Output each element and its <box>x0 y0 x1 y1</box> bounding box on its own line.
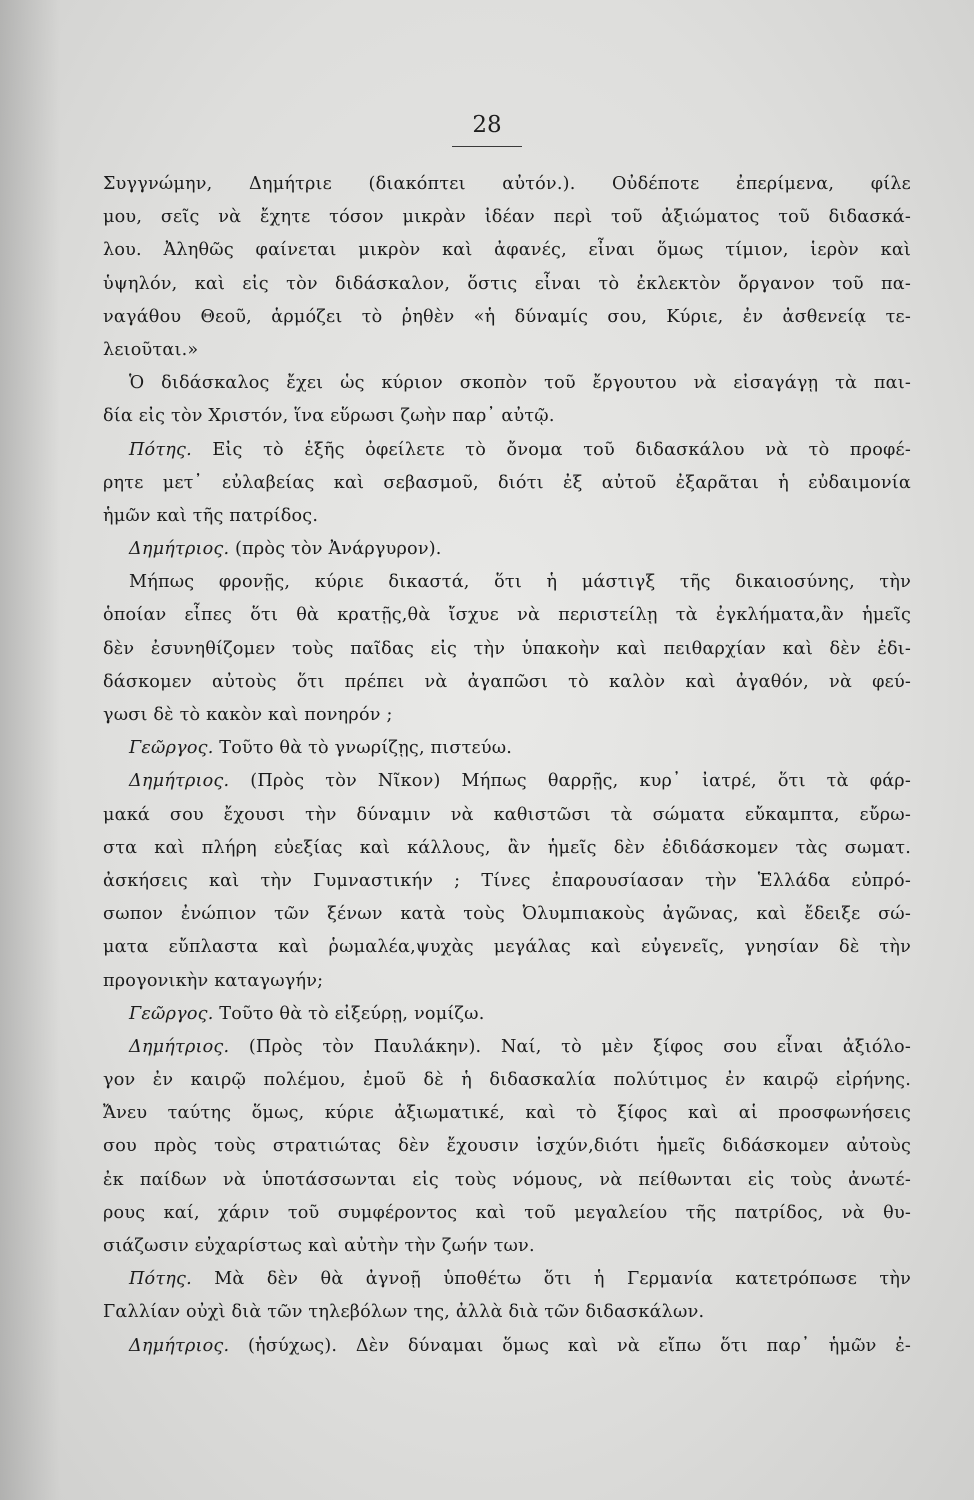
text-line: Γεῶργος. Τοῦτο θὰ τὸ εἰξεύρῃ, νομίζω. <box>129 1003 485 1024</box>
text-line: δὲν ἐσυνηθίζομεν τοὺς παῖδας εἰς τὴν ὑπακοὴν καὶ πειθαρχίαν καὶ δὲν ἐδι- <box>103 638 911 659</box>
text-line: Συγγνώμην, Δημήτριε (διακόπτει αὐτόν.). Οὐδέποτε ἐπερίμενα, φίλε <box>103 174 911 194</box>
speaker-name: Δημήτριος. <box>129 771 230 792</box>
gutter-shadow <box>0 0 60 1500</box>
text-line: Γεῶργος. Τοῦτο θὰ τὸ γνωρίζῃς, πιστεύω. <box>129 738 513 759</box>
text-line: Πότης. Εἰς τὸ ἑξῆς ὀφείλετε τὸ ὄνομα τοῦ διδασκάλου νὰ τὸ προφέ- <box>129 439 911 460</box>
speaker-name: Δημήτριος. <box>129 1335 230 1356</box>
text-line: Δημήτριος. (ἡσύχως). Δὲν δύναμαι ὅμως καὶ νὰ εἴπω ὅτι παρ᾽ ἡμῶν ἐ- <box>129 1335 911 1356</box>
speaker-name: Δημήτριος. <box>129 1036 230 1057</box>
text-line: Ὁ διδάσκαλος ἔχει ὡς κύριον σκοπὸν τοῦ ἔργουτου νὰ εἰσαγάγῃ τὰ παι- <box>129 373 911 394</box>
text-line: ναγάθου Θεοῦ, ἁρμόζει τὸ ῥηθὲν «ἡ δύναμίς σου, Κύριε, ἐν ἀσθενείᾳ τε- <box>103 306 911 327</box>
text-line: ρους καί, χάριν τοῦ συμφέροντος καὶ τοῦ μεγαλείου τῆς πατρίδος, νὰ θυ- <box>103 1202 911 1223</box>
text-line: δάσκομεν αὐτοὺς ὅτι πρέπει νὰ ἀγαπῶσι τὸ καλὸν καὶ ἀγαθόν, νὰ φεύ- <box>103 671 911 692</box>
page-number: 28 <box>472 112 502 138</box>
text-line: ματα εὔπλαστα καὶ ῥωμαλέα,ψυχὰς μεγάλας καὶ εὐγενεῖς, γνησίαν δὲ τὴν <box>103 937 911 958</box>
text-line: μου, σεῖς νὰ ἔχητε τόσον μικρὰν ἰδέαν περὶ τοῦ ἀξιώματος τοῦ διδασκά- <box>103 207 911 228</box>
text-line: μακά σου ἔχουσι τὴν δύναμιν νὰ καθιστῶσι τὰ σώματα εὔκαμπτα, εὔρω- <box>103 804 911 825</box>
text-line: ἀσκήσεις καὶ τὴν Γυμναστικήν ; Τίνες ἐπαρουσίασαν τὴν Ἑλλάδα εὐπρό- <box>103 870 911 891</box>
text-line: σιάζωσιν εὐχαρίστως καὶ αὐτὴν τὴν ζωήν των. <box>103 1236 535 1256</box>
text-line: Πότης. Μὰ δὲν θὰ ἀγνοῇ ὑποθέτω ὅτι ἡ Γερμανία κατετρόπωσε τὴν <box>129 1269 911 1290</box>
speaker-name: Γεῶργος. <box>129 738 214 759</box>
text-line: ρητε μετ᾽ εὐλαβείας καὶ σεβασμοῦ, διότι ἐξ αὐτοῦ ἐξαρᾶται ἡ εὐδαιμονία <box>103 472 911 493</box>
speaker-name: Πότης. <box>129 1269 192 1290</box>
text-line: Μήπως φρονῇς, κύριε δικαστά, ὅτι ἡ μάστιγξ τῆς δικαιοσύνης, τὴν <box>129 572 911 593</box>
text-line: Δημήτριος. (Πρὸς τὸν Παυλάκην). Ναί, τὸ μὲν ξίφος σου εἶναι ἀξιόλο- <box>129 1036 911 1057</box>
text-line: δία εἰς τὸν Χριστόν, ἵνα εὕρωσι ζωὴν παρ᾽ αὐτῷ. <box>103 406 555 427</box>
text-line: προγονικὴν καταγωγήν; <box>103 970 324 991</box>
text-line: λειοῦται.» <box>103 339 199 360</box>
text-line: σου πρὸς τοὺς στρατιώτας δὲν ἔχουσιν ἰσχύν,διότι ἡμεῖς διδάσκομεν αὐτοὺς <box>103 1136 911 1157</box>
text-line: λου. Ἀληθῶς φαίνεται μικρὸν καὶ ἀφανές, εἶναι ὅμως τίμιον, ἱερὸν καὶ <box>103 240 911 261</box>
text-line: Δημήτριος. (πρὸς τὸν Ἀνάργυρον). <box>129 539 442 560</box>
dialogue-text <box>103 168 911 1363</box>
text-line: ὁποίαν εἶπες ὅτι θὰ κρατῇς,θὰ ἴσχυε νὰ περιστείλῃ τὰ ἐγκλήματα,ἂν ἡμεῖς <box>103 605 911 626</box>
text-line: ἡμῶν καὶ τῆς πατρίδος. <box>103 505 319 526</box>
text-line: στα καὶ πλήρη εὐεξίας καὶ κάλλους, ἂν ἡμεῖς δὲν ἐδιδάσκομεν τὰς σωματ. <box>103 837 911 858</box>
text-line: γωσι δὲ τὸ κακὸν καὶ πονηρόν ; <box>103 705 393 725</box>
text-line: Ἄνευ ταύτης ὅμως, κύριε ἀξιωματικέ, καὶ τὸ ξίφος καὶ αἱ προσφωνήσεις <box>103 1103 911 1124</box>
text-line: σωπον ἐνώπιον τῶν ξένων κατὰ τοὺς Ὀλυμπιακοὺς ἀγῶνας, καὶ ἔδειξε σώ- <box>103 904 911 925</box>
speaker-name: Γεῶργος. <box>129 1003 214 1024</box>
text-line: Γαλλίαν οὐχὶ διὰ τῶν τηλεβόλων της, ἀλλὰ διὰ τῶν διδασκάλων. <box>103 1302 705 1323</box>
speaker-name: Δημήτριος. <box>129 539 230 560</box>
speaker-name: Πότης. <box>129 439 192 460</box>
page-number-rule <box>452 146 522 147</box>
text-line: ὑψηλόν, καὶ εἰς τὸν διδάσκαλον, ὅστις εἶναι τὸ ἐκλεκτὸν ὄργανον τοῦ πα- <box>103 273 911 294</box>
text-line: γον ἐν καιρῷ πολέμου, ἐμοῦ δὲ ἡ διδασκαλία πολύτιμος ἐν καιρῷ εἰρήνης. <box>103 1070 911 1091</box>
text-line: Δημήτριος. (Πρὸς τὸν Νῖκον) Μήπως θαρρῇς, κυρ᾽ ἰατρέ, ὅτι τὰ φάρ- <box>129 771 911 792</box>
text-line: ἐκ παίδων νὰ ὑποτάσσωνται εἰς τοὺς νόμους, νὰ πείθωνται εἰς τοὺς ἀνωτέ- <box>103 1169 911 1190</box>
